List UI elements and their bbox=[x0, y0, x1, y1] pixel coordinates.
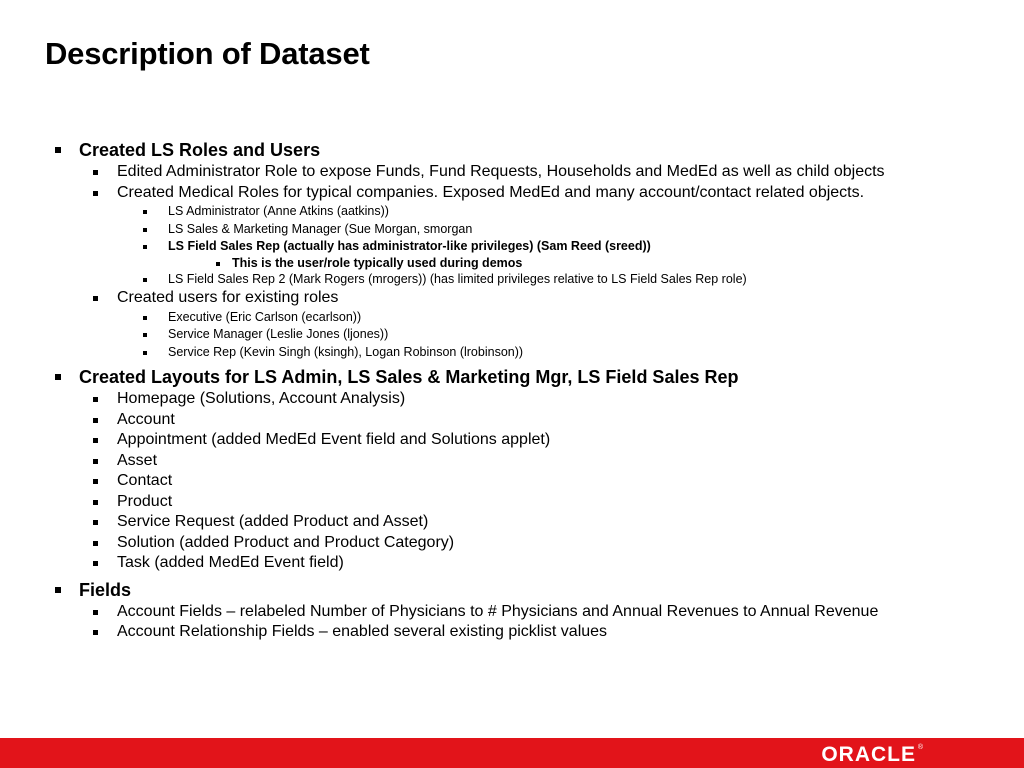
list-item: Asset bbox=[0, 451, 1024, 472]
registered-mark: ® bbox=[917, 744, 923, 751]
list-item: Solution (added Product and Product Category) bbox=[0, 533, 1024, 554]
list-item: Account Fields – relabeled Number of Physicians to # Physicians and Annual Revenues to Annual Revenue bbox=[0, 602, 1024, 623]
list-item: LS Field Sales Rep 2 (Mark Rogers (mrogers)) (has limited privileges relative to LS Field Sales Rep role) bbox=[0, 271, 1024, 289]
list-item: Homepage (Solutions, Account Analysis) bbox=[0, 389, 1024, 410]
list-item: Executive (Eric Carlson (ecarlson)) bbox=[0, 309, 1024, 327]
list-item: Service Request (added Product and Asset) bbox=[0, 512, 1024, 533]
list-item: Account bbox=[0, 410, 1024, 431]
list-item: Contact bbox=[0, 471, 1024, 492]
section-heading-layouts: Created Layouts for LS Admin, LS Sales & Marketing Mgr, LS Field Sales Rep bbox=[0, 365, 1024, 389]
section-heading-roles-users: Created LS Roles and Users bbox=[0, 138, 1024, 162]
section-list bbox=[0, 138, 1024, 643]
list-item: LS Field Sales Rep (actually has administrator-like privileges) (Sam Reed (sreed)) bbox=[0, 238, 1024, 256]
list-item: This is the user/role typically used during demos bbox=[0, 256, 1024, 271]
oracle-logo: ORACLE bbox=[821, 743, 916, 766]
list-item: Appointment (added MedEd Event field and Solutions applet) bbox=[0, 430, 1024, 451]
list-item: Task (added MedEd Event field) bbox=[0, 553, 1024, 574]
list-item: Product bbox=[0, 492, 1024, 513]
list-item: Account Relationship Fields – enabled several existing picklist values bbox=[0, 622, 1024, 643]
list-item: LS Administrator (Anne Atkins (aatkins)) bbox=[0, 203, 1024, 221]
list-item: Created users for existing roles bbox=[0, 288, 1024, 309]
list-item: Edited Administrator Role to expose Funds, Fund Requests, Households and MedEd as well as child objects bbox=[0, 162, 1024, 183]
list-item: Service Manager (Leslie Jones (ljones)) bbox=[0, 326, 1024, 344]
list-item: Created Medical Roles for typical companies. Exposed MedEd and many account/contact related objects. bbox=[0, 183, 1024, 204]
list-item: Service Rep (Kevin Singh (ksingh), Logan Robinson (lrobinson)) bbox=[0, 344, 1024, 362]
bullet-content bbox=[0, 138, 1024, 643]
slide-title: Description of Dataset bbox=[45, 36, 370, 71]
list-item: LS Sales & Marketing Manager (Sue Morgan, smorgan bbox=[0, 221, 1024, 239]
section-heading-fields: Fields bbox=[0, 578, 1024, 602]
